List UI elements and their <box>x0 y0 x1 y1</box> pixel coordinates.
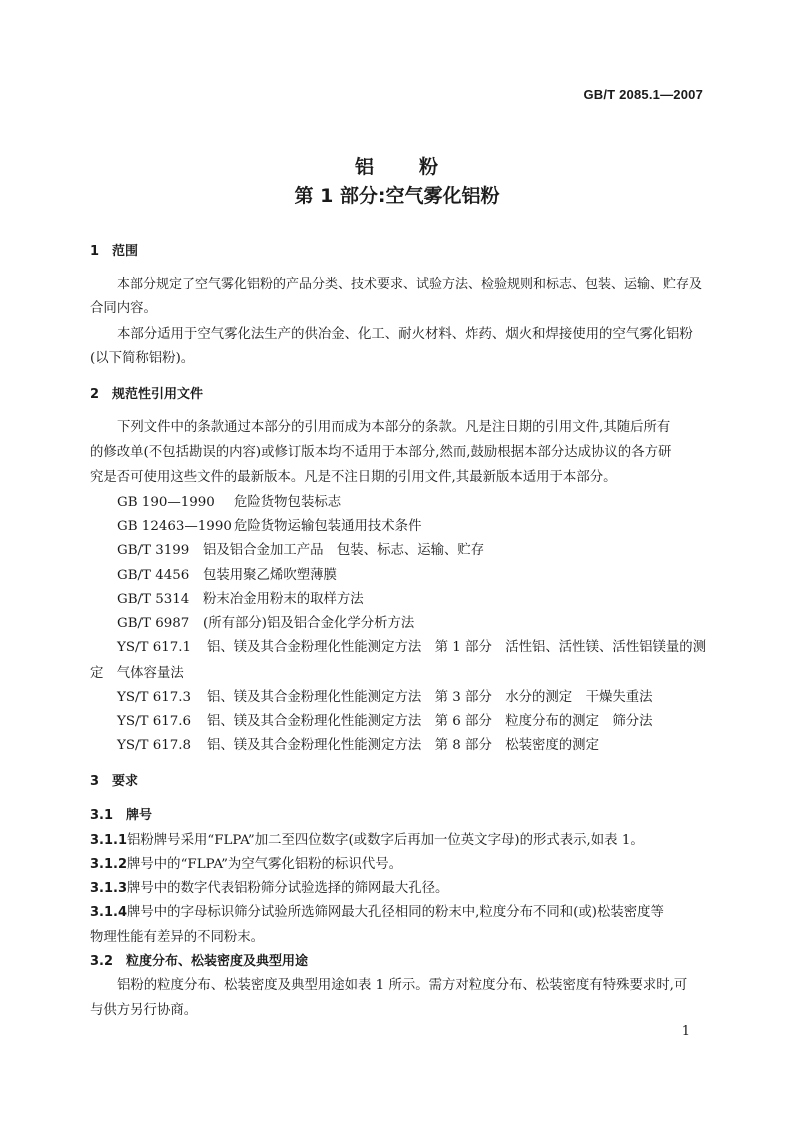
clause-3-1-2: 3.1.2牌号中的“FLPA”为空气雾化铝粉的标识代号。 <box>90 857 403 872</box>
s1-paragraph-2-line-1: 本部分适用于空气雾化法生产的供冶金、化工、耐火材料、炸药、烟火和焊接使用的空气雾化铝粉 <box>117 327 693 342</box>
standard-code: GB/T 2085.1—2007 <box>583 87 703 102</box>
s1-paragraph-2-line-2: (以下简称铝粉)。 <box>90 351 195 366</box>
reference-item: GB/T 3199 铝及铝合金加工产品 包装、标志、运输、贮存 <box>117 543 485 558</box>
clause-3-1-4-continuation: 物理性能有差异的不同粉末。 <box>90 930 265 945</box>
section-3-heading: 3 要求 <box>90 774 139 789</box>
subsection-3-1-heading: 3.1 牌号 <box>90 808 153 823</box>
s2-paragraph-line-1: 下列文件中的条款通过本部分的引用而成为本部分的条款。凡是注日期的引用文件,其随后所有 <box>117 420 671 435</box>
page-number: 1 <box>681 1024 690 1039</box>
s2-paragraph-line-2: 的修改单(不包括勘误的内容)或修订版本均不适用于本部分,然而,鼓励根据本部分达成协议的各方研 <box>90 445 672 460</box>
section-2-heading: 2 规范性引用文件 <box>90 387 204 402</box>
reference-item: GB/T 6987 (所有部分)铝及铝合金化学分析方法 <box>117 616 415 631</box>
clause-3-1-1: 3.1.1铝粉牌号采用“FLPA”加二至四位数字(或数字后再加一位英文字母)的形式表示,如表 1。 <box>90 833 644 848</box>
s1-paragraph-1-line-2: 合同内容。 <box>90 301 157 316</box>
reference-item: YS/T 617.1 铝、镁及其合金粉理化性能测定方法 第 1 部分 活性铝、活性镁、活性铝镁量的测 <box>117 640 707 655</box>
section-1-heading: 1 范围 <box>90 244 139 259</box>
reference-item: GB/T 4456 包装用聚乙烯吹塑薄膜 <box>117 568 337 583</box>
reference-item: GB/T 5314 粉末冶金用粉末的取样方法 <box>117 592 364 607</box>
s1-paragraph-1-line-1: 本部分规定了空气雾化铝粉的产品分类、技术要求、试验方法、检验规则和标志、包装、运输、贮存及 <box>117 277 703 292</box>
reference-item: GB 12463—1990 危险货物运输包装通用技术条件 <box>117 519 422 534</box>
subsection-3-2-heading: 3.2 粒度分布、松装密度及典型用途 <box>90 954 309 969</box>
document-subtitle: 第 1 部分:空气雾化铝粉 <box>294 185 500 207</box>
s32-paragraph-line-2: 与供方另行协商。 <box>90 1003 198 1018</box>
title-char-2: 粉 <box>419 156 440 178</box>
reference-item-continuation: 定 气体容量法 <box>90 666 184 681</box>
clause-3-1-4: 3.1.4牌号中的字母标识筛分试验所选筛网最大孔径相同的粉末中,粒度分布不同和(或)松装密度等 <box>90 905 664 920</box>
clause-3-1-3: 3.1.3牌号中的数字代表铝粉筛分试验选择的筛网最大孔径。 <box>90 881 449 896</box>
s32-paragraph-line-1: 铝粉的粒度分布、松装密度及典型用途如表 1 所示。需方对粒度分布、松装密度有特殊要求时,可 <box>117 978 688 993</box>
s2-paragraph-line-3: 究是否可使用这些文件的最新版本。凡是不注日期的引用文件,其最新版本适用于本部分。 <box>90 470 617 485</box>
reference-item: YS/T 617.6 铝、镁及其合金粉理化性能测定方法 第 6 部分 粒度分布的测定 筛分法 <box>117 714 653 729</box>
reference-item: YS/T 617.3 铝、镁及其合金粉理化性能测定方法 第 3 部分 水分的测定 干燥失重法 <box>117 690 653 705</box>
title-char-1: 铝 <box>354 156 375 178</box>
document-title <box>0 152 794 179</box>
reference-item: GB 190—1990 危险货物包装标志 <box>117 495 342 510</box>
reference-item: YS/T 617.8 铝、镁及其合金粉理化性能测定方法 第 8 部分 松装密度的测定 <box>117 738 599 753</box>
